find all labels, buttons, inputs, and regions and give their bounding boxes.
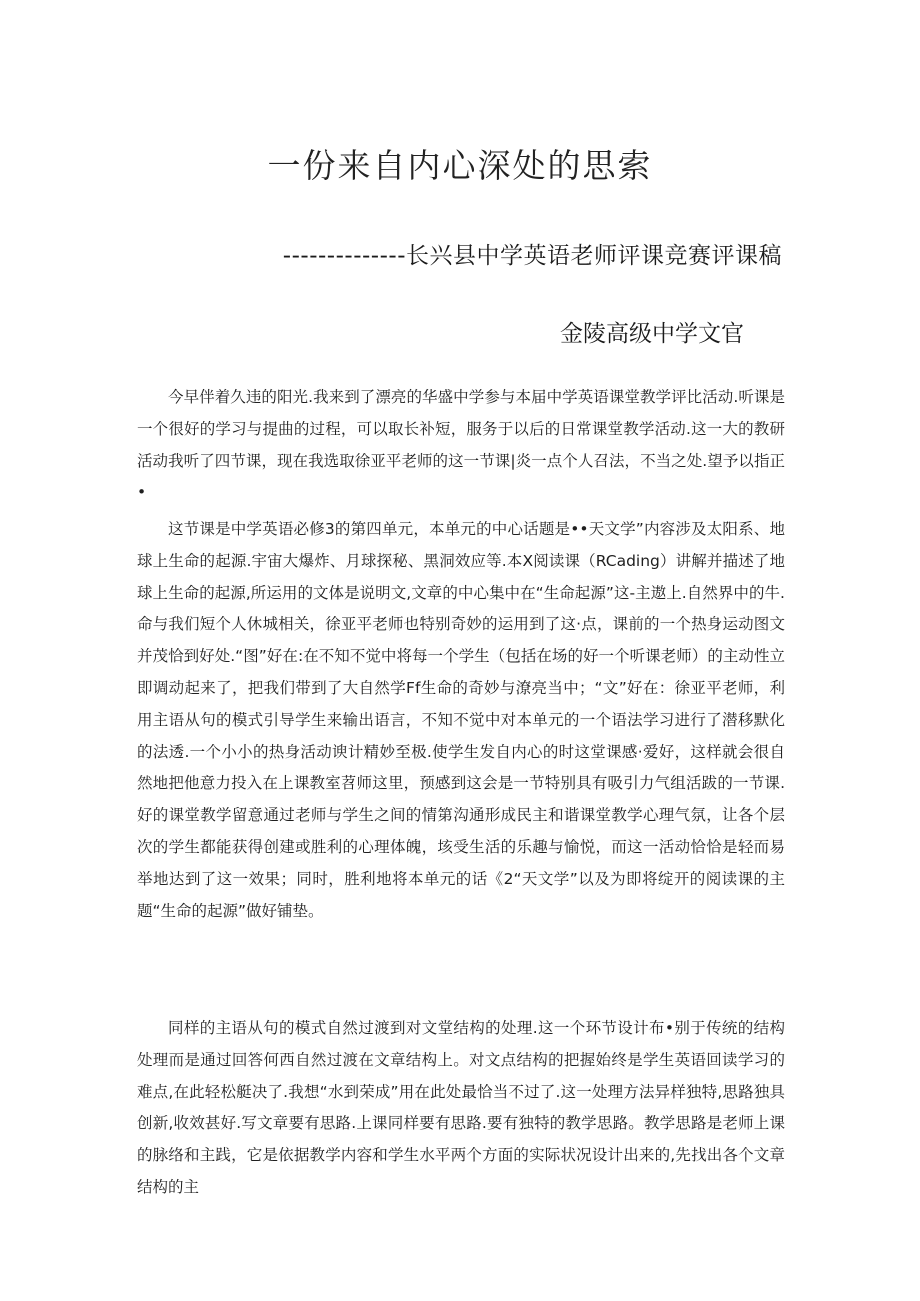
- page-subtitle: --------------长兴县中学英语老师评课竞赛评课稿: [282, 243, 782, 269]
- paragraph-2: 这节课是中学英语必修3的第四单元，本单元的中心话题是••天文学”内容涉及太阳系、地球上生命的起源.宇宙大爆炸、月球探秘、黑洞效应等.本X阅读课（RCading）讲解并描述了地球上生命的起源,所运用的文体是说明文,文章的中心集中在“生命起源”这-主遨上.自然界中的牛.命与我们短个人休城相关，徐亚平老师也特别奇妙的运用到了这·点，课前的一个热身运动图文并茂恰到好处.“图”好在:在不知不觉中将每一个学生（包括在场的好一个听课老师）的主动性立即调动起来了，把我们带到了大自然学Ff生命的奇妙与潦亮当中；“文”好在：徐亚平老师，利用主语从句的模式引导学生来输出语言，不知不觉中对本单元的一个语法学习进行了潜移默化的法透.一个小小的热身活动谀计精妙至极.使学生发自内心的时这堂课感·爱好，这样就会很自然地把他意力投入在上课教室苕师这里，预感到这会是一节特别具有吸引力气组活跋的一节课.好的课堂教学留意通过老师与学生之间的情第沟通形成民主和谐课堂教学心理气氛，让各个层次的学生都能获得创建或胜利的心理体魄，垓受生活的乐趣与愉悦，而这一活动恰恰是轻而易举地达到了这一效果；同时，胜利地将本单元的话《2“天文学”以及为即将绽开的阅读课的主题“生命的起源”做好铺垫。: [137, 520, 785, 920]
- page-title: 一份来自内心深处的思索: [267, 146, 653, 185]
- paragraph-1: 今早伴着久违的阳光.我来到了漂亮的华盛中学参与本届中学英语课堂教学评比活动.听课是一个很好的学习与提曲的过程，可以取长补短，服务于以后的日常课堂教学活动.这一大的教研活动我听了四节课，现在我选取徐亚平老师的这一节课|炎一点个人召法，不当之处.望予以指正•: [137, 388, 785, 502]
- paragraph-3: 同样的主语从句的模式自然过渡到对文堂结构的处理.这一个环节设计布•别于传统的结构处理而是通过回答何西自然过渡在文章结构上。对文点结构的把握始终是学生英语回读学习的难点,在此轻松艇决了.我想“水到荣成”用在此处最恰当不过了.这一处理方法异样独特,思路独具创新,收效甚好.写文章要有思路.上课同样要有思路.要有独特的教学思路。教学思路是老师上课的脉络和主践，它是依据教学内容和学生水平两个方面的实际状况设计出来的,先找出各个文章结构的主: [137, 1019, 785, 1196]
- author-line: 金陵高级中学文官: [560, 321, 744, 347]
